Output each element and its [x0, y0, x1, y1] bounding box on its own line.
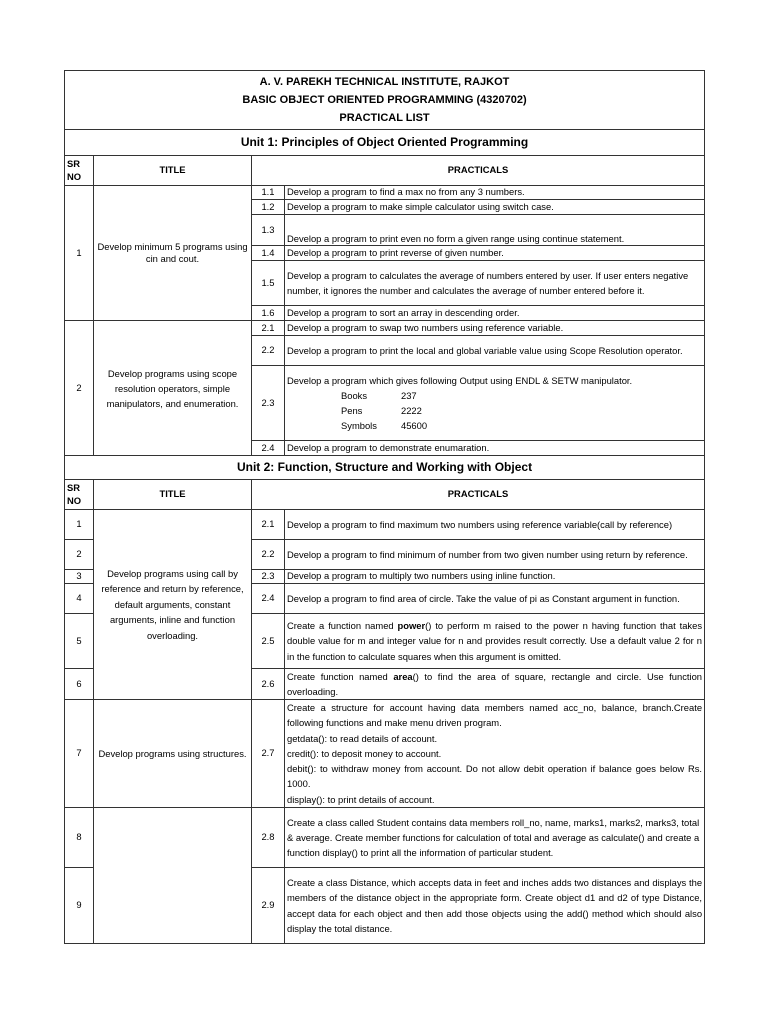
practical-number: 2.6 — [252, 669, 285, 700]
function-name: power — [397, 619, 426, 631]
group-title: Develop programs using call by reference and return by reference, default arguments, constant arguments, inline and function overloading. — [94, 510, 252, 700]
practical-text: Create function named area() to find the area of square, rectangle and circle. Use function overloading. — [285, 669, 705, 700]
row-sr-no: 9 — [65, 868, 94, 944]
col-sr-no: SR NO — [65, 480, 94, 510]
unit1-heading: Unit 1: Principles of Object Oriented Programming — [65, 130, 705, 156]
table-row — [65, 808, 705, 868]
output-line: Symbols 45600 — [341, 420, 428, 431]
row-sr-no: 1 — [65, 510, 94, 540]
practical-number: 2.3 — [252, 366, 285, 441]
practical-list-table — [64, 70, 705, 944]
column-header-row — [65, 480, 705, 510]
practical-text: Create a function named power() to perform m raised to the power n having function that takes double value for m and integer value for n and provides result correctly. Use a default value 2 for n in the function to calculate squares when this argument is omitted. — [285, 614, 705, 669]
practical-text: Create a class called Student contains data members roll_no, name, marks1, marks2, marks3, total & average. Create member functions for calculation of total and average as calculate() and create a function display() to print all the information of particular student. — [285, 808, 705, 868]
practical-number: 2.2 — [252, 336, 285, 366]
unit2-heading: Unit 2: Function, Structure and Working with Object — [65, 456, 705, 480]
practical-number: 2.1 — [252, 321, 285, 336]
row-sr-no: 8 — [65, 808, 94, 868]
practical-text: Develop a program to demonstrate enumaration. — [285, 441, 705, 456]
function-name: area — [393, 671, 413, 682]
table-row — [65, 510, 705, 540]
practical-number: 2.3 — [252, 570, 285, 584]
row-sr-no: 4 — [65, 584, 94, 614]
group-title: Develop programs using scope resolution operators, simple manipulators, and enumeration. — [94, 321, 252, 456]
document-header — [65, 71, 705, 130]
group-sr-no: 2 — [65, 321, 94, 456]
practical-number: 1.6 — [252, 306, 285, 321]
course-name: BASIC OBJECT ORIENTED PROGRAMMING (4320702) — [242, 94, 527, 106]
table-row — [65, 321, 705, 336]
blank-title-cell — [94, 808, 252, 944]
row-sr-no: 2 — [65, 540, 94, 570]
practical-number: 2.7 — [252, 700, 285, 808]
row-sr-no: 3 — [65, 570, 94, 584]
practical-number: 2.9 — [252, 868, 285, 944]
practical-text: Develop a program to find maximum two numbers using reference variable(call by reference) — [285, 510, 705, 540]
output-line: Books 237 — [341, 390, 417, 401]
col-title: TITLE — [94, 480, 252, 510]
col-practicals: PRACTICALS — [252, 156, 705, 186]
group-title: Develop programs using structures. — [94, 700, 252, 808]
practical-text: Develop a program to find minimum of number from two given number using return by reference. — [285, 540, 705, 570]
col-practicals: PRACTICALS — [252, 480, 705, 510]
table-row — [65, 186, 705, 200]
practical-number: 1.1 — [252, 186, 285, 200]
practical-number: 1.4 — [252, 246, 285, 261]
practical-number: 1.3 — [252, 215, 285, 246]
col-sr-no: SR NO — [65, 156, 94, 186]
practical-text: Develop a program to swap two numbers using reference variable. — [285, 321, 705, 336]
output-line: Pens 2222 — [341, 405, 422, 416]
practical-text: Create a structure for account having data members named acc_no, balance, branch.Create following functions and make menu driven program. getdata(): to read details of account. credit(): to deposit money to account. debit(): to withdraw money from account. Do not allow debit operation if balance goes below Rs. 1000. display(): to print details of account. — [285, 700, 705, 808]
table-row — [65, 700, 705, 808]
practical-text: Develop a program to print the local and global variable value using Scope Resolution operator. — [285, 336, 705, 366]
row-sr-no: 6 — [65, 669, 94, 700]
practical-text: Develop a program to print reverse of given number. — [285, 246, 705, 261]
practical-text: Develop a program to make simple calculator using switch case. — [285, 200, 705, 215]
institute-name: A. V. PAREKH TECHNICAL INSTITUTE, RAJKOT — [259, 76, 510, 88]
practical-number: 2.5 — [252, 614, 285, 669]
group-title: Develop minimum 5 programs using cin and cout. — [94, 186, 252, 321]
practical-text: Develop a program to multiply two numbers using inline function. — [285, 570, 705, 584]
practical-text: Develop a program to print even no form a given range using continue statement. — [285, 215, 705, 246]
practical-number: 2.8 — [252, 808, 285, 868]
practical-number: 2.4 — [252, 441, 285, 456]
practical-number: 1.2 — [252, 200, 285, 215]
practical-text: Develop a program to find area of circle. Take the value of pi as Constant argument in function. — [285, 584, 705, 614]
practical-number: 2.1 — [252, 510, 285, 540]
practical-number: 2.2 — [252, 540, 285, 570]
practical-text: Develop a program to find a max no from any 3 numbers. — [285, 186, 705, 200]
practical-text: Create a class Distance, which accepts data in feet and inches adds two distances and displays the members of the distance object in the appropriate form. Create object d1 and d2 of type Distance, accept data for each object and then add those objects using the add() method which should also display the total distance. — [285, 868, 705, 944]
practical-text: Develop a program to sort an array in descending order. — [285, 306, 705, 321]
practical-number: 2.4 — [252, 584, 285, 614]
col-title: TITLE — [94, 156, 252, 186]
practical-text: Develop a program to calculates the average of numbers entered by user. If user enters negative number, it ignores the number and calculates the average of number entered before it. — [285, 261, 705, 306]
practical-number: 1.5 — [252, 261, 285, 306]
document-title: PRACTICAL LIST — [339, 112, 430, 124]
row-sr-no: 7 — [65, 700, 94, 808]
group-sr-no: 1 — [65, 186, 94, 321]
column-header-row — [65, 156, 705, 186]
row-sr-no: 5 — [65, 614, 94, 669]
practical-text: Develop a program which gives following Output using ENDL & SETW manipulator. — [287, 375, 633, 386]
